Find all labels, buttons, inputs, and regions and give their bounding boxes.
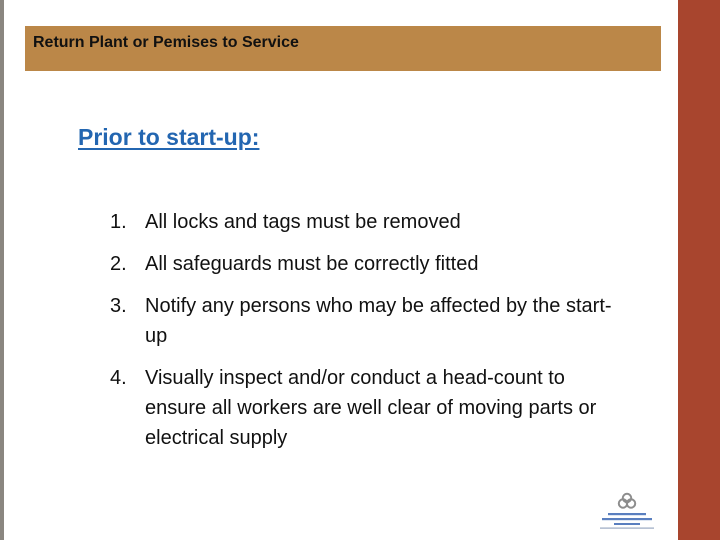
list-item	[110, 207, 630, 237]
left-edge-rule	[0, 0, 4, 540]
list-item	[110, 249, 630, 279]
step-text: All locks and tags must be removed	[145, 211, 461, 233]
step-text: Visually inspect and/or conduct a head-count to ensure all workers are well clear of moving parts or electrical supply	[145, 367, 597, 449]
steps-list	[110, 207, 630, 465]
section-heading: Prior to start-up:	[78, 124, 260, 150]
step-number: 1.	[110, 211, 127, 233]
step-text: All safeguards must be correctly fitted	[145, 253, 479, 275]
list-item	[110, 291, 630, 351]
organisation-logo-icon	[596, 492, 658, 530]
step-number: 3.	[110, 295, 127, 317]
step-text: Notify any persons who may be affected by the start-up	[145, 295, 612, 347]
list-item	[110, 363, 630, 453]
step-number: 2.	[110, 253, 127, 275]
right-accent-band	[678, 0, 720, 540]
title-bar	[25, 26, 661, 71]
page-title: Return Plant or Pemises to Service	[33, 34, 299, 51]
step-number: 4.	[110, 367, 127, 389]
